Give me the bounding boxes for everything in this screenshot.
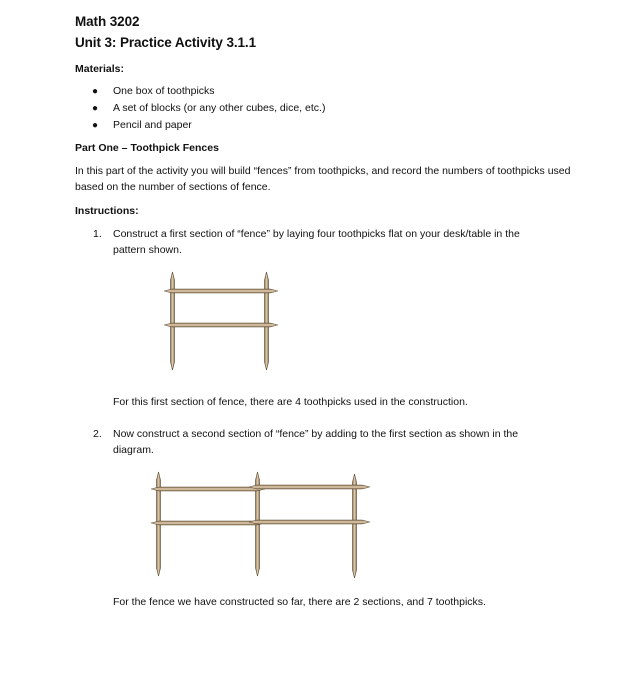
step-1-note: For this first section of fence, there are 4 toothpicks used in the construction. bbox=[113, 396, 468, 408]
horizontal-toothpick bbox=[151, 521, 265, 525]
material-label: One box of toothpicks bbox=[113, 85, 215, 97]
horizontal-toothpick bbox=[151, 487, 265, 491]
bullet-icon: ● bbox=[92, 103, 99, 114]
part-one-intro: In this part of the activity you will build “fences” from toothpicks, and record the numbers of toothpicks used based on the number of sections of fence. bbox=[75, 165, 571, 193]
step-number: 1. bbox=[93, 228, 102, 240]
instructions-heading: Instructions: bbox=[75, 205, 139, 217]
bullet-icon: ● bbox=[92, 86, 99, 97]
material-label: Pencil and paper bbox=[113, 119, 192, 131]
horizontal-toothpick bbox=[249, 485, 370, 489]
materials-heading: Materials: bbox=[75, 63, 125, 75]
course-title: Math 3202 bbox=[75, 14, 140, 29]
step-2-note: For the fence we have constructed so far, there are 2 sections, and 7 toothpicks. bbox=[113, 596, 486, 608]
step-text: Now construct a second section of “fence” by adding to the first section as shown in the diagram. bbox=[113, 428, 519, 456]
step-number: 2. bbox=[93, 428, 102, 440]
vertical-toothpick bbox=[353, 474, 357, 578]
step-text: Construct a first section of “fence” by laying four toothpicks flat on your desk/table in the pattern shown. bbox=[113, 228, 520, 256]
activity-title: Unit 3: Practice Activity 3.1.1 bbox=[75, 35, 256, 50]
material-label: A set of blocks (or any other cubes, dice, etc.) bbox=[113, 102, 326, 114]
horizontal-toothpick bbox=[249, 520, 370, 524]
part-one-heading: Part One – Toothpick Fences bbox=[75, 142, 219, 154]
bullet-icon: ● bbox=[92, 120, 99, 131]
